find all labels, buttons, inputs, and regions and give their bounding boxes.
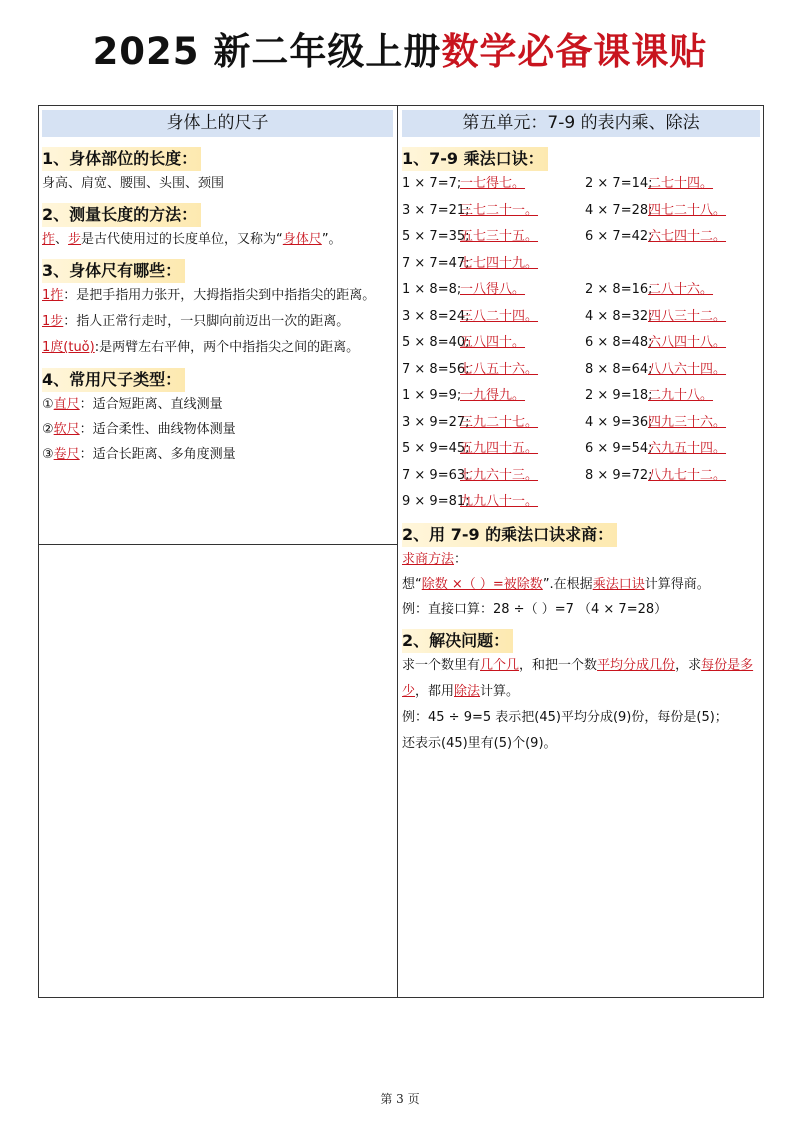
text: ：适合长距离、多角度测量 xyxy=(79,447,236,462)
highlight: 除数 ×（ ）=被除数 xyxy=(421,576,543,592)
equation: 9 × 9=81; xyxy=(402,494,470,509)
equation: 2 × 9=18; xyxy=(585,388,653,403)
list-item xyxy=(39,392,396,417)
equation: 4 × 8=32; xyxy=(585,308,653,324)
highlight: 每份是多少 xyxy=(402,657,754,699)
rhyme: 七八五十六。 xyxy=(460,361,539,377)
definition-tuo xyxy=(39,335,396,361)
text: 求一个数里有 xyxy=(402,657,481,673)
equation: 3 × 8=24; xyxy=(402,308,470,324)
rhyme: 四八三十二。 xyxy=(648,308,727,324)
equation: 3 × 7=21; xyxy=(402,202,470,218)
right-header: 第五单元：7-9 的表内乘、除法 xyxy=(402,110,760,137)
rhyme: 六七四十二。 xyxy=(648,229,727,244)
rhyme: 八八六十四。 xyxy=(648,361,727,377)
rhyme: 九九八十一。 xyxy=(460,494,539,509)
term-zha: 拃 xyxy=(42,232,56,247)
equation: 6 × 8=48; xyxy=(585,335,653,350)
left-column xyxy=(39,106,396,467)
method-label xyxy=(399,547,763,572)
text: ：指人正常行走时，一只脚向前迈出一次的距离。 xyxy=(63,314,350,329)
rhyme: 三八二十四。 xyxy=(460,308,539,324)
table-row xyxy=(399,410,763,437)
text: 计算。 xyxy=(480,683,520,699)
rhyme: 八九七十二。 xyxy=(648,467,727,483)
page-title xyxy=(0,22,800,82)
right-column xyxy=(399,106,763,757)
table-row xyxy=(399,251,763,278)
rhyme: 三九二十七。 xyxy=(460,414,539,430)
rhyme: 七九六十三。 xyxy=(460,467,539,483)
text: ：适合短距离、直线测量 xyxy=(79,397,223,412)
section-title: 1、身体部位的长度： xyxy=(42,147,201,171)
equation: 8 × 9=72; xyxy=(585,467,653,483)
column-divider xyxy=(397,106,398,997)
rhyme: 一九得九。 xyxy=(460,388,526,403)
text: ，求 xyxy=(675,657,702,673)
rhyme: 二七十四。 xyxy=(648,176,714,191)
rhyme: 四九三十六。 xyxy=(648,414,727,430)
table-row xyxy=(399,383,763,410)
section-title: 4、常用尺子类型： xyxy=(42,368,185,392)
label: 求商方法 xyxy=(402,551,455,567)
table-row xyxy=(399,436,763,463)
equation: 7 × 8=56; xyxy=(402,361,470,377)
num: ① xyxy=(42,397,54,412)
section-title: 3、身体尺有哪些： xyxy=(42,259,185,283)
definition-zha xyxy=(39,283,396,309)
list-item xyxy=(39,417,396,442)
equation: 5 × 9=45; xyxy=(402,441,470,456)
rhyme: 五八四十。 xyxy=(460,335,526,350)
title-part1: 2025 新二年级上册 xyxy=(92,30,442,73)
multiplication-table xyxy=(399,171,763,516)
highlight: 除法 xyxy=(454,683,481,699)
equation: 1 × 8=8; xyxy=(402,282,462,297)
rhyme: 三七二十一。 xyxy=(460,202,539,218)
rhyme: 二九十八。 xyxy=(648,388,714,403)
text: ，都用 xyxy=(415,683,455,699)
rhyme: 六九五十四。 xyxy=(648,441,727,456)
name: 软尺 xyxy=(53,422,80,437)
section-title: 2、用 7-9 的乘法口诀求商： xyxy=(402,523,617,547)
table-row xyxy=(399,304,763,331)
equation: 1 × 7=7; xyxy=(402,176,462,191)
equation: 7 × 9=63; xyxy=(402,467,470,483)
highlight: 几个几 xyxy=(480,657,520,673)
term-body-ruler: 身体尺 xyxy=(282,232,322,247)
section-title: 1、7-9 乘法口诀： xyxy=(402,147,548,171)
colon: ： xyxy=(454,551,468,567)
text: ，和把一个数 xyxy=(519,657,598,673)
label: 1庹(tuǒ) xyxy=(42,340,95,355)
section-title: 2、测量长度的方法： xyxy=(42,203,201,227)
equation: 5 × 8=40; xyxy=(402,335,470,350)
table-row xyxy=(399,224,763,251)
term-bu: 步 xyxy=(68,232,82,247)
equation: 1 × 9=9; xyxy=(402,388,462,403)
num: ③ xyxy=(42,447,54,462)
text: ：适合柔性、曲线物体测量 xyxy=(79,422,236,437)
example-text xyxy=(399,705,763,757)
text: ：是把手指用力张开，大拇指指尖到中指指尖的距离。 xyxy=(63,288,376,303)
rhyme: 一八得八。 xyxy=(460,282,526,297)
highlight: 平均分成几份 xyxy=(597,657,676,673)
page-number: 第 3 页 xyxy=(380,1092,420,1106)
equation: 8 × 8=64; xyxy=(585,361,653,377)
text: ”.在根据 xyxy=(542,576,593,592)
body-text xyxy=(39,227,396,252)
text: 计算得商。 xyxy=(644,576,710,592)
left-column-end-rule xyxy=(39,544,397,545)
example-text: 例：直接口算：28 ÷（ ）=7 （4 × 7=28） xyxy=(402,601,668,617)
rhyme: 二八十六。 xyxy=(648,282,714,297)
left-header: 身体上的尺子 xyxy=(42,110,393,137)
equation: 3 × 9=27; xyxy=(402,414,470,430)
table-row xyxy=(399,277,763,304)
list-item xyxy=(39,442,396,467)
rhyme: 七七四十九。 xyxy=(460,255,539,271)
rhyme: 六八四十八。 xyxy=(648,335,727,350)
body-text: 身高、肩宽、腰围、头围、颈围 xyxy=(42,176,225,191)
name: 卷尺 xyxy=(53,447,80,462)
notes-table xyxy=(38,105,764,998)
equation: 5 × 7=35; xyxy=(402,229,470,244)
method-text xyxy=(399,572,763,597)
text: 是古代使用过的长度单位，又称为“ xyxy=(81,232,283,247)
label: 1拃 xyxy=(42,288,64,303)
equation: 7 × 7=47; xyxy=(402,255,470,271)
label: 1步 xyxy=(42,314,64,329)
table-row xyxy=(399,463,763,490)
equation: 4 × 7=28; xyxy=(585,202,653,218)
section-title: 2、解决问题： xyxy=(402,629,513,653)
equation: 2 × 7=14; xyxy=(585,176,653,191)
equation: 6 × 7=42; xyxy=(585,229,653,244)
separator: 、 xyxy=(55,232,69,247)
rhyme: 五七三十五。 xyxy=(460,229,539,244)
definition-bu xyxy=(39,309,396,335)
num: ② xyxy=(42,422,54,437)
table-row xyxy=(399,330,763,357)
rhyme: 一七得七。 xyxy=(460,176,526,191)
problem-text xyxy=(399,653,763,705)
title-part2: 数学必备课课贴 xyxy=(441,30,708,73)
rhyme: 四七二十八。 xyxy=(648,202,727,218)
text: :是两臂左右平伸，两个中指指尖之间的距离。 xyxy=(94,340,360,355)
rhyme: 五九四十五。 xyxy=(460,441,539,456)
equation: 6 × 9=54; xyxy=(585,441,653,456)
table-row xyxy=(399,489,763,516)
equation: 4 × 9=36; xyxy=(585,414,653,430)
table-row xyxy=(399,357,763,384)
equation: 2 × 8=16; xyxy=(585,282,653,297)
text: 还表示(45)里有(5)个(9)。 xyxy=(402,735,557,751)
text: ”。 xyxy=(321,232,342,247)
highlight: 乘法口诀 xyxy=(592,576,645,592)
text: 想“ xyxy=(402,576,422,592)
text: 例：45 ÷ 9=5 表示把(45)平均分成(9)份，每份是(5)； xyxy=(402,709,728,725)
table-row xyxy=(399,171,763,198)
name: 直尺 xyxy=(53,397,80,412)
table-row xyxy=(399,198,763,225)
